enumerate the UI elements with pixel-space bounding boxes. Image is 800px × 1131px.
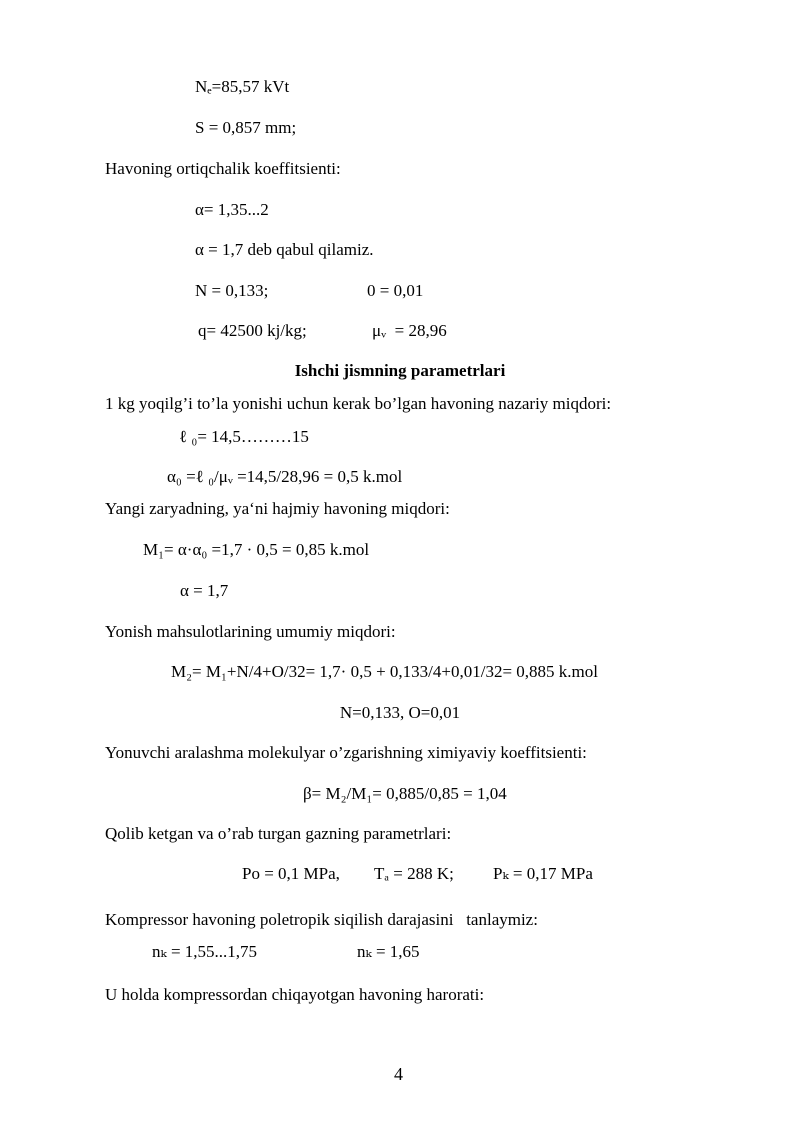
beta-line: β= M₂/M₁= 0,885/0,85 = 1,04: [303, 784, 507, 803]
alpha-heading: Havoning ortiqchalik koeffitsienti:: [105, 159, 341, 178]
s-line: S = 0,857 mm;: [195, 118, 297, 137]
products-heading: Yonish mahsulotlarining umumiy miqdori:: [105, 622, 396, 641]
nk-value-line: nₖ = 1,65: [357, 942, 420, 961]
q-value-line: q= 42500 kj/kg;: [198, 321, 307, 340]
po-value: Pᴏ = 0,1 MPa,: [242, 864, 340, 883]
new-charge-heading: Yangi zaryadning, ya‘ni hajmiy havoning miqdori:: [105, 499, 450, 518]
ta-value: Tₐ = 288 K;: [374, 864, 454, 883]
m2-line: M₂= M₁+N/4+O/32= 1,7· 0,5 + 0,133/4+0,01/32= 0,885 k.mol: [171, 662, 599, 681]
n-value-line: N = 0,133;: [195, 281, 269, 300]
o-value-line: 0 = 0,01: [367, 281, 424, 300]
alpha-again-line: α = 1,7: [180, 581, 229, 600]
temperature-heading: U holda kompressordan chiqayotgan havoning harorati:: [105, 985, 485, 1004]
section-title: Ishchi jismning parametrlari: [294, 361, 506, 380]
residual-heading: Qolib ketgan va o’rab turgan gazning parametrlari:: [105, 824, 452, 843]
alpha-accept-line: α = 1,7 deb qabul qilamiz.: [195, 240, 374, 259]
mu-value-line: μᵥ = 28,96: [372, 321, 447, 340]
nk-range-line: nₖ = 1,55...1,75: [152, 942, 258, 961]
pk-value: Pₖ = 0,17 MPa: [493, 864, 593, 883]
page-number: 4: [394, 1064, 403, 1084]
air-theory-heading: 1 kg yoqilg’i to’la yonishi uchun kerak bo’lgan havoning nazariy miqdori:: [105, 394, 612, 413]
compressor-heading: Kompressor havoning poletropik siqilish darajasini tanlaymiz:: [105, 910, 538, 929]
mol-change-heading: Yonuvchi aralashma molekulyar o’zgarishning ximiyaviy koeffitsienti:: [105, 743, 587, 762]
n-o-values-line: N=0,133, O=0,01: [339, 703, 461, 722]
ne-line: Nₑ=85,57 kVt: [195, 77, 290, 96]
l0-line: ℓ ₀= 14,5………15: [179, 427, 309, 446]
alpha-range-line: α= 1,35...2: [195, 200, 269, 219]
alpha0-line: α₀ =ℓ ₀/μᵥ =14,5/28,96 = 0,5 k.mol: [167, 467, 403, 486]
m1-line: M₁= α·α₀ =1,7 · 0,5 = 0,85 k.mol: [143, 540, 370, 559]
